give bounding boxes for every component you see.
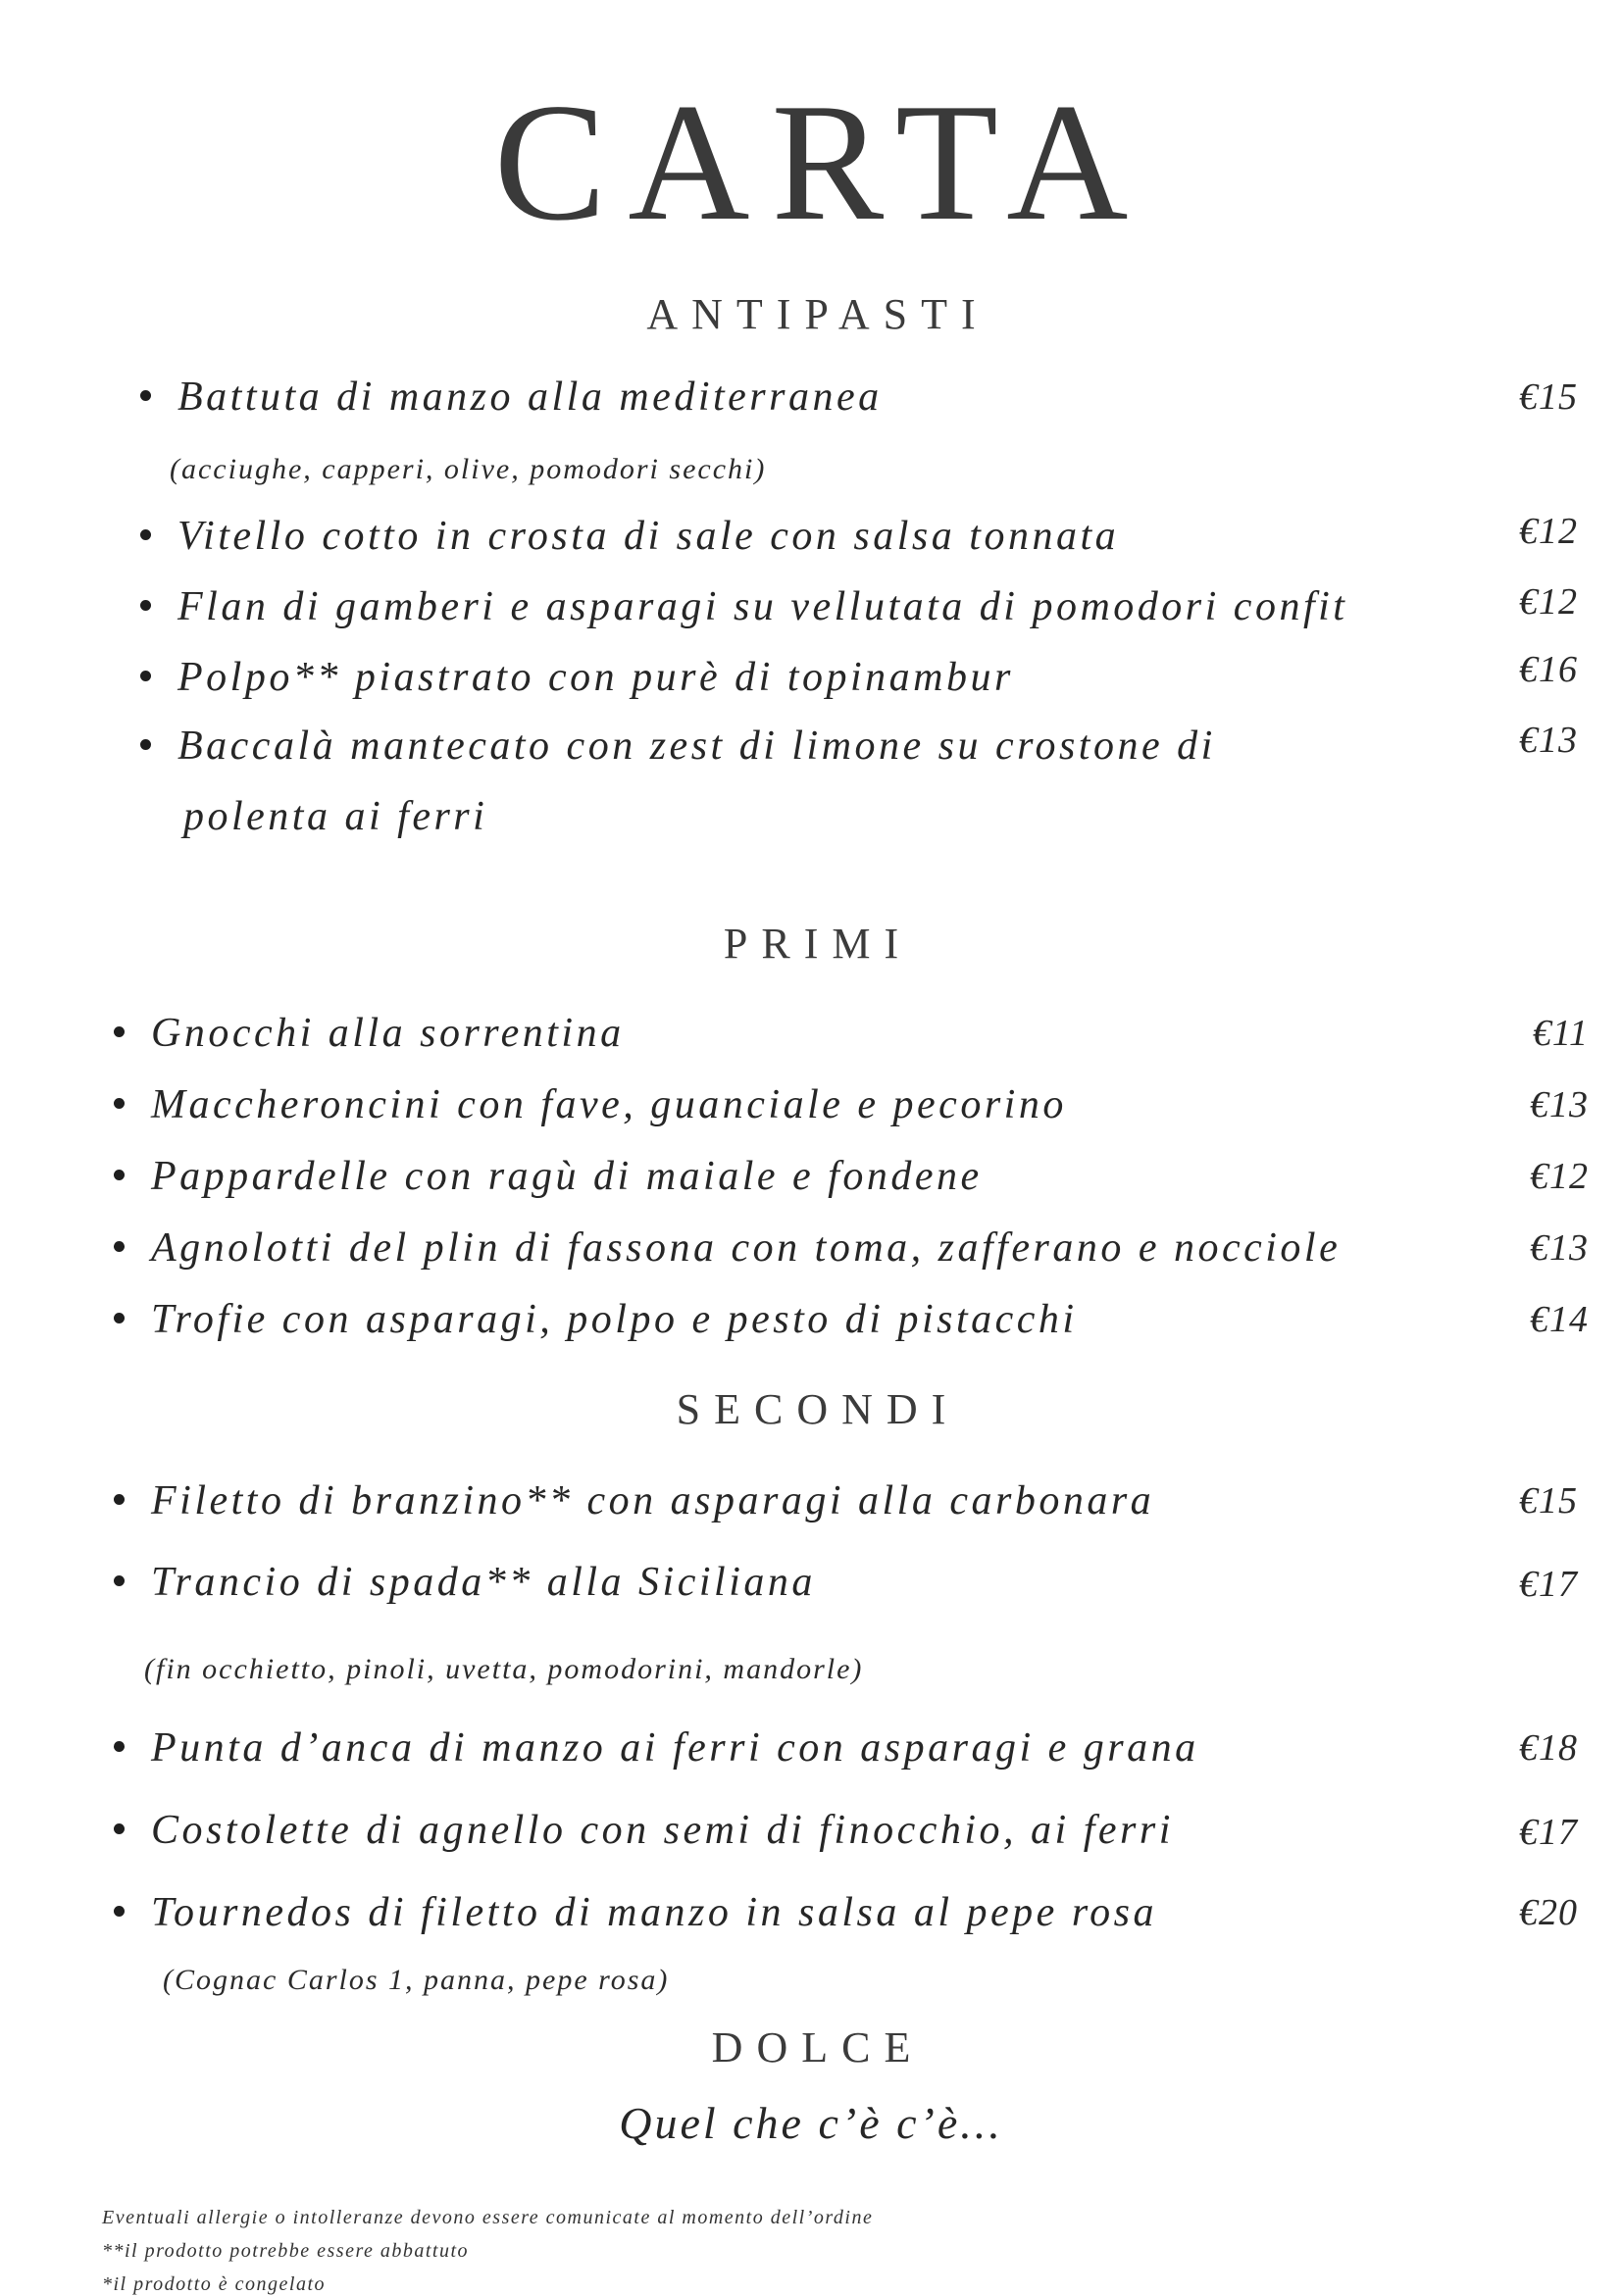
footer-congelato-note: *il prodotto è congelato bbox=[102, 2273, 327, 2295]
menu-item-note: (acciughe, capperi, olive, pomodori secchi) bbox=[170, 453, 767, 485]
menu-item-price: €14 bbox=[1530, 1299, 1589, 1340]
section-heading-secondi: SECONDI bbox=[676, 1385, 960, 1433]
menu-item-name: Flan di gamberi e asparagi su vellutata di pomodori confit bbox=[177, 584, 1348, 629]
menu-item-name-continued: polenta ai ferri bbox=[183, 794, 488, 839]
menu-item-price: €12 bbox=[1530, 1156, 1589, 1197]
menu-item-price: €17 bbox=[1519, 1564, 1578, 1605]
section-heading-antipasti: ANTIPASTI bbox=[646, 290, 989, 338]
menu-item-price: €12 bbox=[1519, 511, 1578, 552]
menu-item-price: €15 bbox=[1519, 1480, 1578, 1522]
menu-item-name: Filetto di branzino** con asparagi alla carbonara bbox=[151, 1478, 1155, 1523]
menu-title: CARTA bbox=[493, 70, 1150, 256]
footer-abbattuto-note: **il prodotto potrebbe essere abbattuto bbox=[102, 2240, 470, 2262]
menu-item-note: (fin occhietto, pinoli, uvetta, pomodorini, mandorle) bbox=[144, 1653, 864, 1685]
menu-item-name: Polpo** piastrato con purè di topinambur bbox=[177, 655, 1014, 700]
menu-item-price: €17 bbox=[1519, 1812, 1578, 1853]
menu-item-price: €13 bbox=[1530, 1227, 1589, 1269]
menu-item-name: Trofie con asparagi, polpo e pesto di pistacchi bbox=[151, 1297, 1078, 1342]
section-heading-dolce: DOLCE bbox=[711, 2023, 925, 2071]
menu-item-name: Battuta di manzo alla mediterranea bbox=[177, 374, 883, 420]
menu-item-price: €12 bbox=[1519, 581, 1578, 623]
menu-item-price: €15 bbox=[1519, 376, 1578, 418]
menu-item-name: Vitello cotto in crosta di sale con salsa tonnata bbox=[177, 514, 1120, 559]
menu-item-name: Maccheroncini con fave, guanciale e pecorino bbox=[151, 1082, 1067, 1127]
menu-item-name: Costolette di agnello con semi di finocchio, ai ferri bbox=[151, 1808, 1174, 1853]
menu-item-price: €13 bbox=[1519, 720, 1578, 761]
menu-item-name: Trancio di spada** alla Siciliana bbox=[151, 1560, 816, 1605]
menu-item-name: Baccalà mantecato con zest di limone su crostone di bbox=[177, 724, 1216, 769]
menu-item-note: (Cognac Carlos 1, panna, pepe rosa) bbox=[163, 1964, 670, 1996]
menu-item-price: €20 bbox=[1519, 1892, 1578, 1933]
menu-item-name: Tournedos di filetto di manzo in salsa al pepe rosa bbox=[151, 1890, 1157, 1935]
menu-item-price: €11 bbox=[1532, 1013, 1589, 1054]
footer-allergy-note: Eventuali allergie o intolleranze devono essere comunicate al momento dell’ordine bbox=[102, 2207, 874, 2228]
menu-item-price: €18 bbox=[1519, 1727, 1578, 1769]
menu-item-price: €16 bbox=[1519, 649, 1578, 690]
menu-item-name: Gnocchi alla sorrentina bbox=[151, 1011, 625, 1056]
menu-item-name: Agnolotti del plin di fassona con toma, zafferano e nocciole bbox=[151, 1225, 1342, 1271]
menu-item-price: €13 bbox=[1530, 1084, 1589, 1125]
section-heading-primi: PRIMI bbox=[723, 920, 913, 968]
menu-item-name: Punta d’anca di manzo ai ferri con asparagi e grana bbox=[151, 1725, 1199, 1771]
menu-item-name: Pappardelle con ragù di maiale e fondene bbox=[151, 1154, 983, 1199]
dolce-text: Quel che c’è c’è... bbox=[619, 2098, 1003, 2148]
